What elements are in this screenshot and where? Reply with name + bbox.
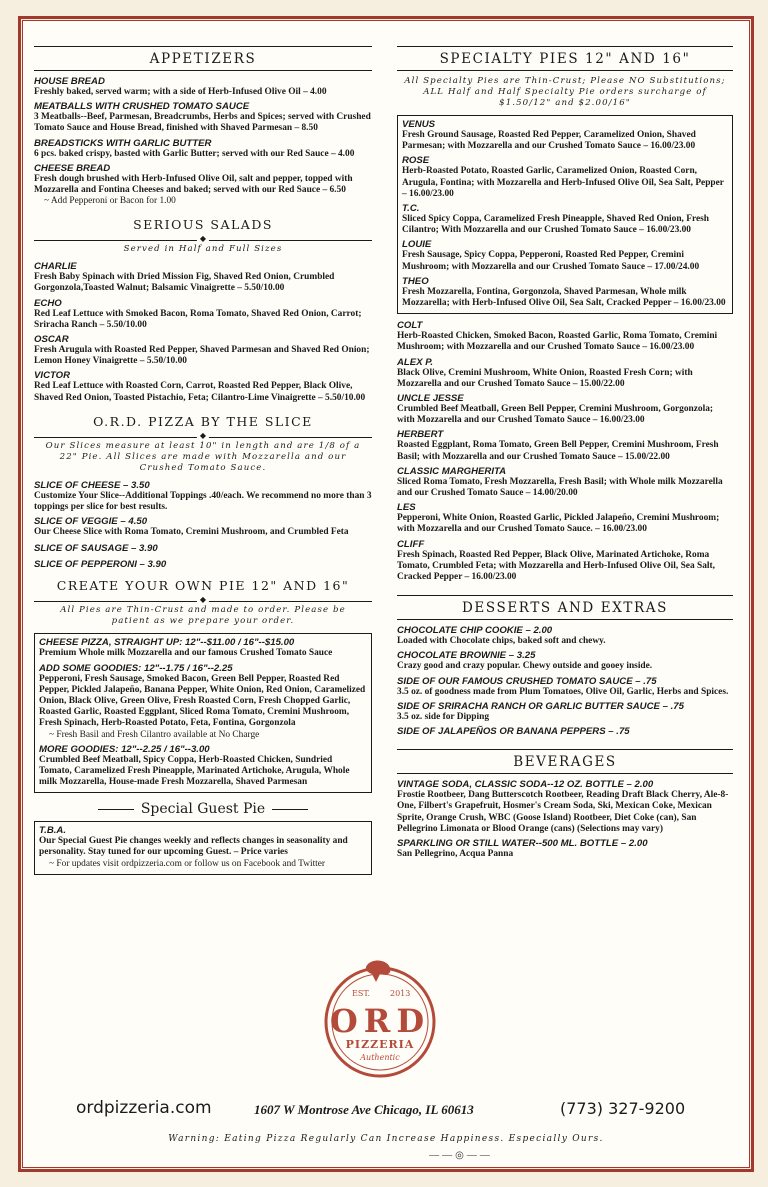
menu-item-title: MEATBALLS WITH CRUSHED TOMATO SAUCE (34, 101, 250, 113)
menu-item-title: HERBERT (397, 429, 444, 441)
slice-cheese-desc: Customize Your Slice--Additional Toppings .40/each. We recommend no more than 3 toppings per slice for best results. (34, 490, 372, 513)
guest-addon: ~ For updates visit ordpizzeria.com or follow us on Facebook and Twitter (49, 858, 326, 869)
menu-item-title: THEO (402, 275, 429, 287)
menu-item-title: OSCAR (34, 334, 69, 346)
menu-item-title: SIDE OF JALAPEÑOS OR BANANA PEPPERS – .75 (397, 726, 630, 738)
ornament-divider (34, 595, 372, 602)
menu-item-desc: Fresh dough brushed with Herb-Infused Olive Oil, salt and pepper, topped with Mozzarella and Fontina Cheeses and baked; served with our Red Sauce – 6.50 (34, 173, 353, 196)
logo-sub: PIZZERIA (345, 1038, 415, 1051)
website-link[interactable]: ordpizzeria.com (76, 1098, 212, 1118)
create-box (34, 633, 372, 793)
specialty-heading: SPECIALTY PIES 12" AND 16" (397, 46, 733, 71)
menu-item-desc: 3 Meatballs--Beef, Parmesan, Breadcrumbs, Herbs and Spices; served with Crushed Tomato Sauce and House Bread, finished with Shaved Parmesan – 8.50 (34, 112, 371, 134)
menu-item-title: ALEX P. (397, 356, 434, 368)
salads-heading: SERIOUS SALADS (133, 217, 273, 233)
slice-veggie-title: SLICE OF VEGGIE – 4.50 (34, 516, 148, 528)
menu-item-desc: 6 pcs. baked crispy, basted with Garlic Butter; served with our Red Sauce – 4.00 (34, 148, 355, 159)
beverages-heading: BEVERAGES (397, 749, 733, 774)
slice-pepperoni-title: SLICE OF PEPPERONI – 3.90 (34, 559, 167, 571)
address: 1607 W Montrose Ave Chicago, IL 60613 (254, 1102, 474, 1117)
addon-note: ~ Add Pepperoni or Bacon for 1.00 (44, 196, 176, 207)
logo-year: 2013 (390, 989, 411, 998)
left-column (34, 46, 372, 881)
warning-text: Warning: Eating Pizza Regularly Can Increase Happiness. Especially Ours. (168, 1134, 604, 1144)
menu-item-desc: Pepperoni, White Onion, Roasted Garlic, Pickled Jalapeño, Cremini Mushroom; with Mozzarella and our Crushed Tomato Sauce. – 16.00/23.00 (397, 513, 720, 535)
goodies-desc: Pepperoni, Fresh Sausage, Smoked Bacon, Green Bell Pepper, Roasted Red Pepper, Pickled Jalapeño, Banana Pepper, White Onion, Red Onion, Caramelized Onion, Black Olive, Green Olive, Fresh Roasted Corn, Fresh Chopped Garlic, Roasted Garlic, Roasted Eggplant, Sliced Roma Tomato, Cremini Mushroom, Fresh Spinach, Herb-Roasted Potato, Feta, Fontina, Gorgonzola (39, 673, 366, 729)
menu-item-desc: 3.5 oz. of goodness made from Plum Tomatoes, Olive Oil, Garlic, Herbs and Spices. (397, 686, 729, 697)
menu-item-desc: Fresh Baby Spinach with Dried Mission Fig, Shaved Red Onion, Crumbled Gorgonzola,Toasted Walnut; Balsamic Vinaigrette – 5.50/10.00 (34, 272, 335, 294)
footer-ornament: ——◎—— (429, 1150, 493, 1161)
menu-item-title: VENUS (402, 119, 436, 130)
desserts-list (397, 625, 733, 737)
menu-item-title: CLIFF (397, 538, 425, 550)
menu-item-title: COLT (397, 320, 423, 332)
menu-item-desc: Fresh Arugula with Roasted Red Pepper, Shaved Parmesan and Shaved Red Onion; Lemon Honey Vinaigrette – 5.50/10.00 (34, 345, 370, 367)
menu-item-title: BREADSTICKS WITH GARLIC BUTTER (34, 137, 212, 149)
menu-item-desc: Fresh Mozzarella, Fontina, Gorgonzola, Shaved Parmesan, Whole milk Mozzarella; with Herb-Infused Olive Oil, Sea Salt, Cracked Pepper – 16.00/23.00 (402, 286, 726, 309)
right-column (397, 46, 733, 860)
guest-box (34, 821, 372, 874)
menu-item-title: SIDE OF OUR FAMOUS CRUSHED TOMATO SAUCE – .75 (397, 675, 657, 687)
slice-heading: O.R.D. PIZZA BY THE SLICE (93, 413, 313, 429)
menu-item-desc: Crumbled Beef Meatball, Green Bell Pepper, Cremini Mushroom, Gorgonzola; with Mozzarella and our Crushed Tomato Sauce – 16.00/23.00 (397, 404, 714, 426)
create-heading: CREATE YOUR OWN PIE 12" AND 16" (56, 578, 350, 594)
menu-item-desc: Frostie Rootbeer, Dang Butterscotch Rootbeer, Reading Draft Black Cherry, Ale-8-One, Filbert's Grapefruit, Hosmer's Cream Soda, Ski, Mexican Coke, Mexican Sprite, Orange Crush, WBC (Goose Island) Rootbeer, Diet Coke (can), San Pellegrino Limonata or Blood Orange (cans) (Selections may vary) (397, 790, 729, 834)
ornament-divider (34, 234, 372, 241)
menu-item-title: LOUIE (402, 239, 432, 251)
menu-item-title: CHOCOLATE CHIP COOKIE – 2.00 (397, 625, 553, 637)
specialty-boxed (397, 115, 733, 314)
ord-logo (316, 960, 444, 1078)
menu-item-title: SIDE OF SRIRACHA RANCH OR GARLIC BUTTER SAUCE – .75 (397, 700, 684, 712)
guest-pie-heading: Special Guest Pie (34, 801, 372, 817)
cheese-pizza-title: CHEESE PIZZA, STRAIGHT UP: 12"--$11.00 / 16"--$15.00 (39, 637, 295, 649)
menu-item-desc: Crazy good and crazy popular. Chewy outside and gooey inside. (397, 661, 653, 672)
goodies-addon: ~ Fresh Basil and Fresh Cilantro available at No Charge (49, 729, 260, 740)
logo-tag: Authentic (360, 1053, 400, 1062)
cheese-pizza-desc: Premium Whole milk Mozzarella and our famous Crushed Tomato Sauce (39, 648, 333, 659)
menu-item-desc: Fresh Ground Sausage, Roasted Red Pepper, Caramelized Onion, Shaved Parmesan; with Mozzarella and our Crushed Tomato Sauce – 16.00/23.00 (402, 130, 696, 152)
menu-item-title: CHARLIE (34, 261, 77, 273)
menu-item-desc: 3.5 oz. side for Dipping (397, 711, 490, 722)
menu-item-title: SPARKLING OR STILL WATER--500 ML. BOTTLE – 2.00 (397, 837, 648, 849)
specialty-note: All Specialty Pies are Thin-Crust; Please NO Substitutions; ALL Half and Half Specialty Pie orders surcharge of $1.50/12" and $2.00/16" (404, 76, 726, 108)
menu-item-desc: Herb-Roasted Potato, Roasted Garlic, Caramelized Onion, Roasted Corn, Arugula, Fontina; with Mozzarella and Herb-Infused Olive Oil, Sea Salt, Pepper – 16.00/23.00 (402, 166, 724, 199)
beverages-list (397, 779, 733, 860)
menu-item-desc: Sliced Roma Tomato, Fresh Mozzarella, Fresh Basil; with Whole milk Mozzarella and our Crushed Tomato Sauce – 14.00/20.00 (397, 476, 723, 499)
guest-title: T.B.A. (39, 825, 67, 837)
more-goodies-desc: Crumbled Beef Meatball, Spicy Coppa, Herb-Roasted Chicken, Sundried Tomato, Caramelized Fresh Pineapple, Marinated Artichoke, Arugula, Whole milk Mozzarella, House-made Fresh Mozzarella, Shaved Parmesan (39, 754, 350, 788)
menu-item-title: T.C. (402, 203, 420, 215)
menu-item-title: VICTOR (34, 370, 71, 382)
menu-item-title: UNCLE JESSE (397, 393, 464, 405)
menu-item-desc: Freshly baked, served warm; with a side of Herb-Infused Olive Oil – 4.00 (34, 87, 327, 97)
menu-item-desc: Fresh Sausage, Spicy Coppa, Pepperoni, Roasted Red Pepper, Cremini Mushroom; with Mozzarella and our Crushed Tomato Sauce – 17.00/24.00 (402, 250, 700, 272)
menu-item-desc: Herb-Roasted Chicken, Smoked Bacon, Roasted Garlic, Roma Tomato, Cremini Mushroom; with Mozzarella and our Crushed Tomato Sauce – 16.00/23.00 (397, 331, 718, 353)
menu-item-desc: Roasted Eggplant, Roma Tomato, Green Bell Pepper, Cremini Mushroom, Fresh Basil; with Mozzarella and our Crushed Tomato Sauce – 15.00/22.00 (397, 440, 719, 462)
menu-item-desc: Sliced Spicy Coppa, Caramelized Fresh Pineapple, Shaved Red Onion, Fresh Cilantro; With Mozzarella and our Crushed Tomato Sauce – 16.00/23.00 (402, 214, 709, 236)
slice-note: Our Slices measure at least 10" in length and are 1/8 of a 22" Pie. All Slices are made with Mozzarella and our Crushed Tomato Sauce. (45, 440, 361, 473)
guest-desc: Our Special Guest Pie changes weekly and reflects changes in seasonality and personality. Stay tuned for our upcoming Guest. – Price varies (39, 836, 348, 858)
appetizers-list (34, 76, 372, 207)
menu-item-title: LES (397, 502, 416, 514)
specialty-list (397, 320, 733, 583)
logo-est: EST. (352, 989, 371, 998)
appetizers-heading: APPETIZERS (34, 46, 372, 71)
menu-item-title: CLASSIC MARGHERITA (397, 465, 507, 477)
menu-item-title: VINTAGE SODA, CLASSIC SODA--12 OZ. BOTTLE – 2.00 (397, 779, 654, 791)
menu-item-title: ROSE (402, 155, 430, 167)
slice-veggie-desc: Our Cheese Slice with Roma Tomato, Cremini Mushroom, and Crumbled Feta (34, 527, 349, 538)
salads-note: Served in Half and Full Sizes (123, 244, 283, 255)
menu-item-title: ECHO (34, 297, 62, 309)
ornament-divider (34, 431, 372, 438)
menu-item-desc: Loaded with Chocolate chips, baked soft and chewy. (397, 636, 606, 647)
menu-item-title: CHEESE BREAD (34, 162, 111, 174)
slice-cheese-title: SLICE OF CHEESE – 3.50 (34, 479, 150, 491)
logo-name: ORD (329, 1002, 431, 1040)
phone-number[interactable]: (773) 327-9200 (560, 1099, 686, 1118)
menu-item-desc: Red Leaf Lettuce with Roasted Corn, Carrot, Roasted Red Pepper, Black Olive, Shaved Red Onion, Toasted Pistachio, Feta; Cilantro-Lime Vinaigrette – 5.50/10.00 (34, 381, 366, 403)
salads-list (34, 261, 372, 404)
goodies-title: ADD SOME GOODIES: 12"--1.75 / 16"--2.25 (39, 662, 233, 674)
menu-item-desc: Black Olive, Cremini Mushroom, White Onion, Roasted Fresh Corn; with Mozzarella and our Crushed Tomato Sauce – 15.00/22.00 (397, 367, 693, 389)
menu-item-desc: San Pellegrino, Acqua Panna (397, 848, 514, 859)
menu-item-title: HOUSE BREAD (34, 76, 105, 87)
slice-sausage-title: SLICE OF SAUSAGE – 3.90 (34, 543, 158, 555)
desserts-heading: DESSERTS AND EXTRAS (397, 595, 733, 620)
menu-item-desc: Red Leaf Lettuce with Smoked Bacon, Roma Tomato, Shaved Red Onion, Carrot; Sriracha Ranch – 5.50/10.00 (34, 308, 362, 330)
menu-item-title: CHOCOLATE BROWNIE – 3.25 (397, 650, 536, 662)
menu-item-desc: Fresh Spinach, Roasted Red Pepper, Black Olive, Marinated Artichoke, Roma Tomato, Crumbled Feta; with Mozzarella and Herb-Infused Olive Oil, Sea Salt, Cracked Pepper – 16.00/23.00 (397, 549, 715, 583)
more-goodies-title: MORE GOODIES: 12"--2.25 / 16"--3.00 (39, 743, 210, 755)
create-note: All Pies are Thin-Crust and made to order. Please be patient as we prepare your order. (60, 605, 346, 627)
chef-hat-icon (366, 961, 390, 982)
